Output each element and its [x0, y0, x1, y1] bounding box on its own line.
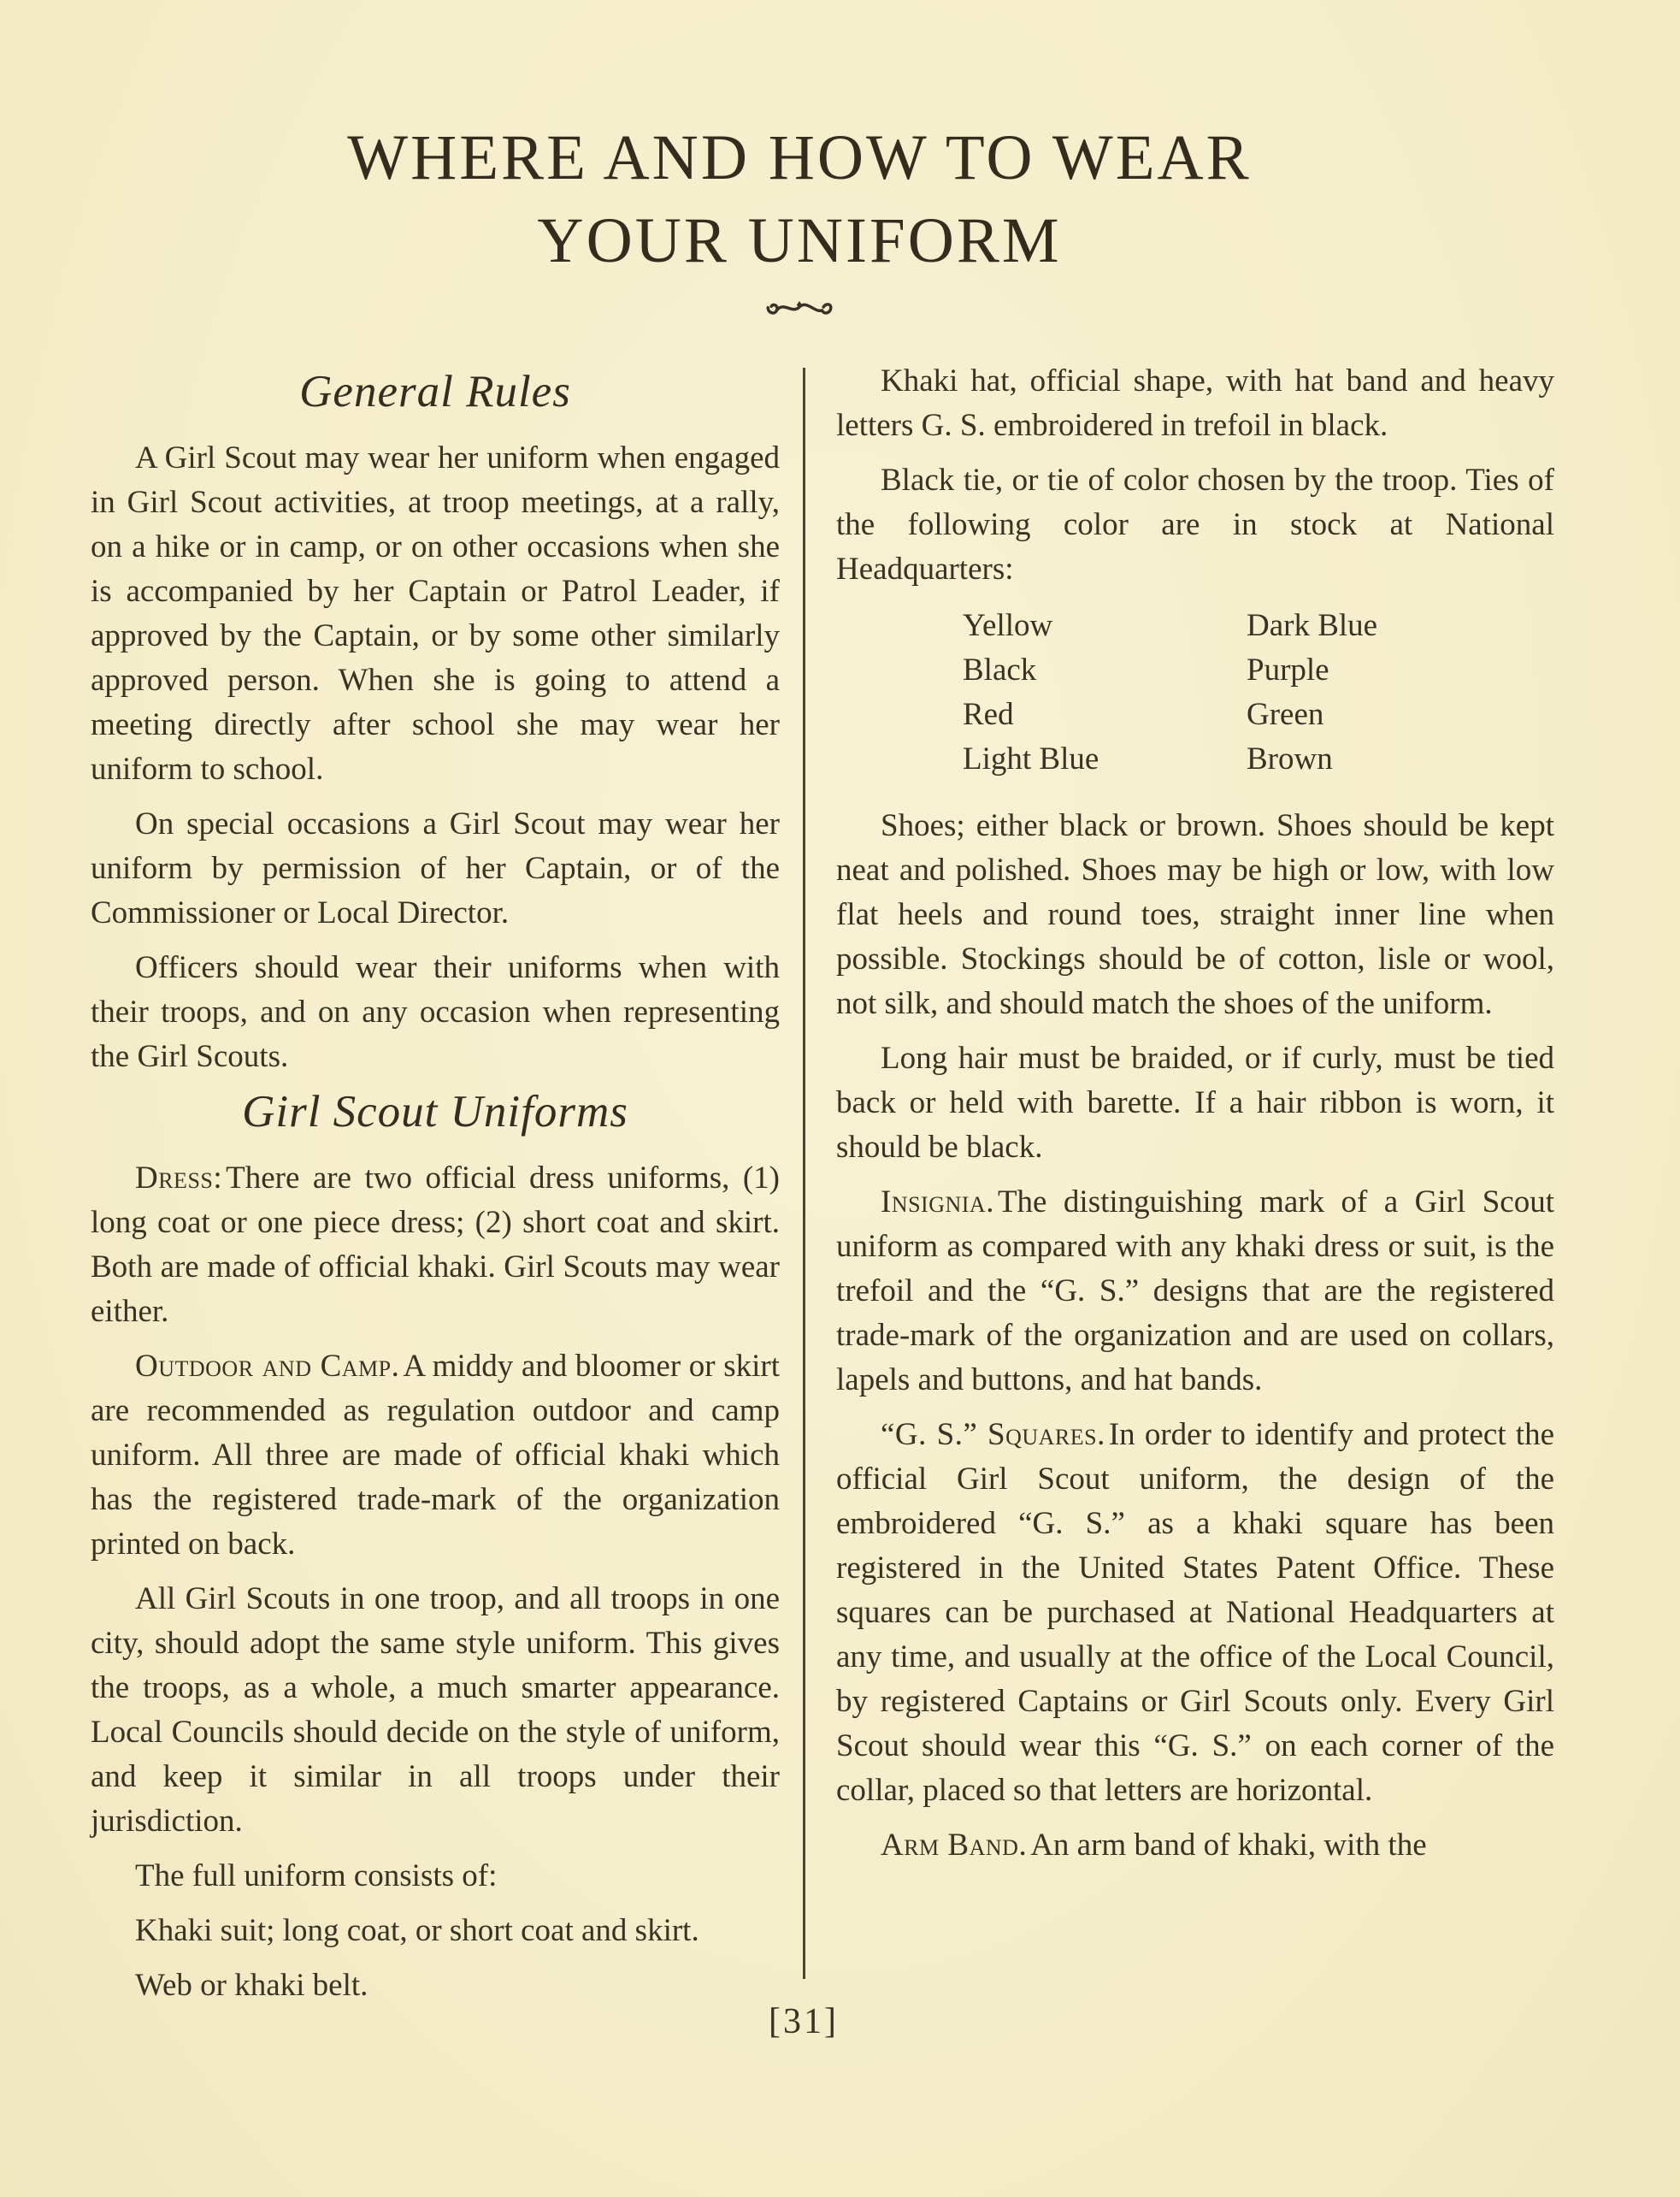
tie-color-item: Light Blue — [963, 741, 1099, 777]
tie-color-item: Green — [1247, 697, 1324, 732]
paragraph-outdoor-camp — [91, 1344, 780, 1567]
smallcaps-lead-gs-squares: “G. S.” Squares. — [881, 1417, 1105, 1452]
paragraph-khaki-suit: Khaki suit; long coat, or short coat and skirt. — [135, 1913, 699, 1948]
tie-color-row — [836, 648, 1554, 693]
paragraph-gs-squares — [836, 1413, 1554, 1813]
tie-color-row — [836, 693, 1554, 737]
page-title-line2: YOUR UNIFORM — [537, 205, 1062, 276]
left-column — [91, 369, 780, 2018]
paragraph-arm-band — [836, 1823, 1554, 1868]
column-divider — [803, 368, 805, 1979]
paragraph-special-occasions: On special occasions a Girl Scout may wear her uniform by permission of her Captain, or of the Commissioner or Local Director. — [91, 806, 780, 930]
swash-ornament-icon — [763, 294, 836, 320]
paragraph-long-hair: Long hair must be braided, or if curly, must be tied back or held with barette. If a hair ribbon is worn, it should be black. — [836, 1041, 1554, 1165]
right-column — [836, 359, 1554, 1878]
tie-color-row — [836, 604, 1554, 648]
ornament-wrap — [0, 294, 1599, 324]
paragraph-outdoor-camp-text: A middy and bloomer or skirt are recommended as regulation outdoor and camp uniform. All three are made of official khaki which has the registered trade-mark of the organization printed on back. — [91, 1349, 780, 1562]
smallcaps-lead-arm-band: Arm Band. — [881, 1828, 1028, 1863]
smallcaps-lead-outdoor: Outdoor and Camp. — [135, 1349, 400, 1384]
tie-color-item: Brown — [1247, 741, 1333, 777]
paragraph-web-belt: Web or khaki belt. — [135, 1968, 368, 2003]
page-title-line1: WHERE AND HOW TO WEAR — [347, 122, 1252, 193]
smallcaps-lead-dress: Dress: — [135, 1161, 223, 1196]
paragraph-khaki-hat: Khaki hat, official shape, with hat band and heavy letters G. S. embroidered in trefoil in black. — [836, 363, 1554, 443]
tie-color-item: Purple — [1247, 653, 1329, 688]
paragraph-same-style: All Girl Scouts in one troop, and all troops in one city, should adopt the same style uniform. This gives the troops, as a whole, a much smarter appearance. Local Councils should decide on the style of uniform, and keep it similar in all troops under their jurisdiction. — [91, 1581, 780, 1839]
paragraph-insignia — [836, 1180, 1554, 1403]
page-title — [0, 116, 1599, 282]
paragraph-full-uniform: The full uniform consists of: — [135, 1858, 498, 1893]
smallcaps-lead-insignia: Insignia. — [881, 1184, 994, 1220]
tie-color-item: Red — [963, 697, 1014, 732]
heading-general-rules: General Rules — [299, 367, 571, 416]
tie-color-row — [836, 737, 1554, 782]
tie-color-item: Black — [963, 653, 1037, 688]
paragraph-dress — [91, 1156, 780, 1334]
tie-color-item: Yellow — [963, 608, 1053, 643]
page-number: [31] — [769, 2002, 839, 2041]
paragraph-wear-occasions: A Girl Scout may wear her uniform when engaged in Girl Scout activities, at troop meetings, at a rally, on a hike or in camp, or on other occasions when she is accompanied by her Captain or Patrol Leader, if approved by the Captain, or by some other similarly approved person. When she is going to attend a meeting directly after school she may wear her uniform to school. — [91, 440, 780, 787]
paragraph-shoes: Shoes; either black or brown. Shoes should be kept neat and polished. Shoes may be high or low, with low flat heels and round toes, straight inner line when possible. Stockings should be of cotton, lisle or wool, not silk, and should match the shoes of the uniform. — [836, 808, 1554, 1021]
paragraph-gs-squares-text: In order to identify and protect the official Girl Scout uniform, the design of the embroidered “G. S.” as a khaki square has been registered in the United States Patent Office. These squares can be purchased at National Headquarters at any time, and usually at the office of the Local Council, by registered Captains or Girl Scouts only. Every Girl Scout should wear this “G. S.” on each corner of the collar, placed so that letters are horizontal. — [836, 1417, 1554, 1808]
heading-girl-scout-uniforms: Girl Scout Uniforms — [242, 1087, 628, 1137]
tie-color-item: Dark Blue — [1247, 608, 1378, 643]
paragraph-arm-band-text: An arm band of khaki, with the — [1030, 1828, 1427, 1863]
paragraph-dress-text: There are two official dress uniforms, (1) long coat or one piece dress; (2) short coat and skirt. Both are made of official khaki. Girl Scouts may wear either. — [91, 1161, 780, 1329]
paragraph-officers: Officers should wear their uniforms when with their troops, and on any occasion when representing the Girl Scouts. — [91, 950, 780, 1074]
tie-color-list — [836, 604, 1554, 782]
paragraph-black-tie: Black tie, or tie of color chosen by the troop. Ties of the following color are in stock at National Headquarters: — [836, 463, 1554, 587]
paragraph-insignia-text: The distinguishing mark of a Girl Scout uniform as compared with any khaki dress or suit, is the trefoil and the “G. S.” designs that are the registered trade-mark of the organization and are used on collars, lapels and buttons, and hat bands. — [836, 1184, 1554, 1397]
